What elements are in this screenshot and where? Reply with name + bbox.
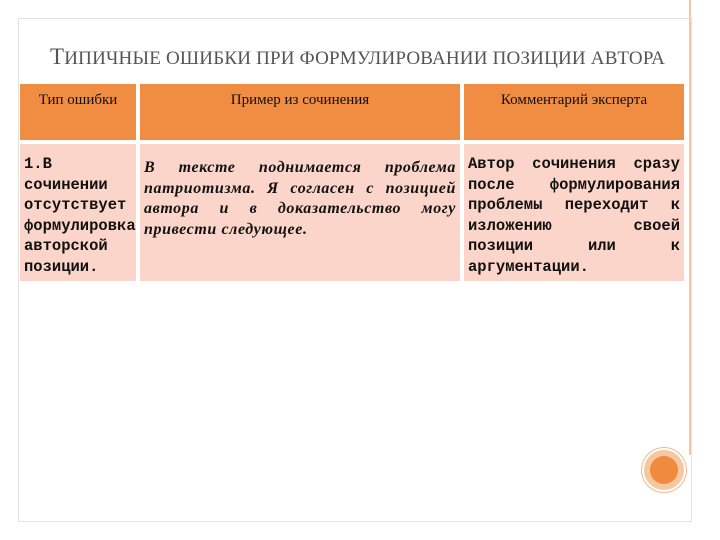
errors-table (20, 84, 684, 281)
cell-comment: Автор сочинения сразу после формулирования проблемы переходит к изложению своей позиции или к аргументации. (462, 144, 684, 281)
decorative-circle-inner (650, 456, 678, 484)
header-error-type: Тип ошибки (20, 84, 138, 144)
cell-example: В тексте поднимается проблема патриотизма. Я согласен с позицией автора и в доказательство могу привести следующее. (138, 144, 462, 281)
table-row (20, 144, 684, 281)
header-example: Пример из сочинения (138, 84, 462, 144)
decorative-circle-icon (642, 448, 686, 492)
slide-title (50, 44, 690, 70)
title-first-letter: Т (50, 44, 65, 69)
title-rest: ИПИЧНЫЕ ОШИБКИ ПРИ ФОРМУЛИРОВАНИИ ПОЗИЦИИ АВТОРА (64, 48, 666, 69)
header-comment: Комментарий эксперта (462, 84, 684, 144)
cell-error-type: 1.В сочинении отсутствует формулировка авторской позиции. (20, 144, 138, 281)
table-header-row (20, 84, 684, 144)
